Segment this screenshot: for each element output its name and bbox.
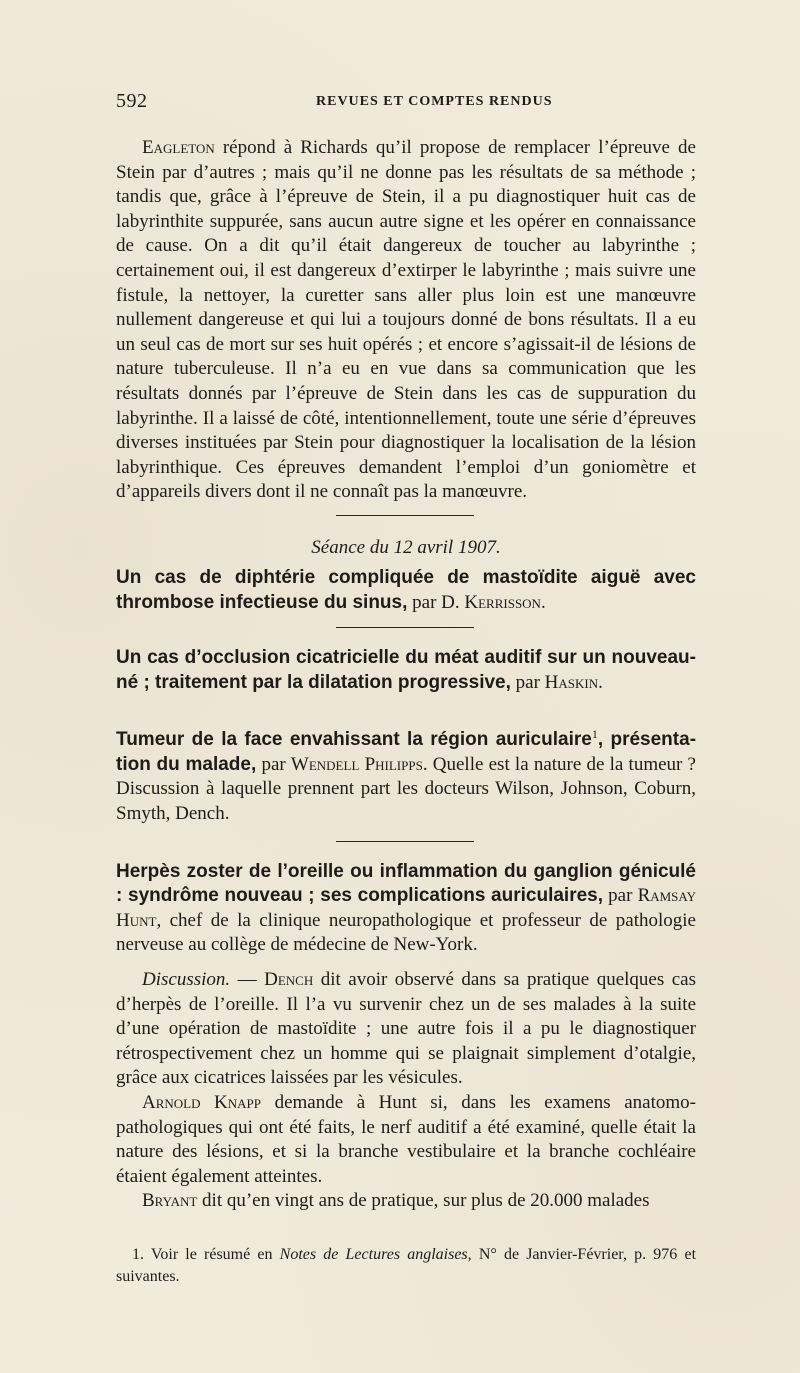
item-author: Haskin. (544, 671, 603, 693)
report-item-diphteria (116, 566, 696, 615)
report-item-herpes (116, 860, 696, 958)
page-body (116, 136, 696, 1288)
paragraph-text: demande à Hunt si, dans les examens anatomo-pathologiques qui ont été faits, le nerf auditif a été examiné, quelle était la nature des lésions, et si la branche vestibulaire et la branche cochléaire étaient également atteintes. (116, 1092, 696, 1187)
item-by: par D. (407, 591, 465, 613)
paragraph-text: répond à Richards qu’il propose de remplacer l’épreuve de Stein par d’autres ; mais qu’il ne donne pas les résultats de sa méthode ; tandis que, grâce à l’épreuve de Stein, il a pu diagnostiquer huit cas de labyrinthite suppurée, sans aucun autre signe et les opérer en connaissance de cause. On a dit qu’il était dangereux de toucher au labyrinthe ; certainement oui, il est dangereux d’extirper le labyrinthe ; mais suivre une fistule, la nettoyer, la curetter sans aller plus loin est une manœuvre nullement dangereuse et qui lui a toujours donné de bons résultats. Il a eu un seul cas de mort sur ses huit opérés ; et encore s’agissait-il de lésions de nature tuberculeuse. Il n’a eu en vue dans sa communication que les résultats donnés par l’épreuve de Stein dans les cas de suppuration du labyrinthe. Il a laissé de côté, intentionnellement, toute une série d’épreuves diverses instituées par Stein pour diagnostiquer la localisation de la lésion labyrinthique. Ces épreuves demandent l’emploi d’un goniomètre et d’appareils divers dont il ne connaît pas la manœuvre. (116, 137, 696, 503)
item-text: Quelle est la nature de la tumeur ? Discussion à laquelle prennent part les docteurs Wilson, Johnson, Coburn, Smyth, Dench. (116, 753, 696, 825)
discussion-label: Discussion. (142, 969, 231, 991)
footnote-title: Notes de Lectures anglaises, (279, 1245, 472, 1263)
page-header (116, 90, 716, 116)
item-title: Un cas d’occlusion cicatricielle du méat auditif sur un nouveau-né ; traitement par la dilatation progressive, (116, 647, 696, 693)
paragraph-discussion (116, 968, 696, 1091)
item-by: par (510, 671, 545, 693)
speaker-name: Dench (264, 969, 314, 991)
paragraph-knapp (116, 1091, 696, 1189)
speaker-name: Bryant (142, 1190, 198, 1212)
item-title: Tumeur de la face envahissant la région auriculaire (116, 729, 592, 751)
section-divider (336, 841, 474, 842)
footnote (116, 1244, 696, 1288)
report-item-tumeur (116, 728, 696, 826)
item-by: par (603, 885, 638, 907)
author-name: Eagleton (142, 137, 215, 158)
running-head: REVUES ET COMPTES RENDUS (316, 94, 553, 109)
item-author: Kerrisson. (464, 591, 546, 613)
page-number: 592 (116, 90, 148, 112)
item-by: par (256, 753, 291, 775)
item-title-continued: , présentation du malade, (116, 729, 697, 775)
item-author: Ramsay Hunt, (116, 885, 696, 931)
discussion-dash: — (230, 969, 265, 991)
session-date-heading: Séance du 12 avril 1907. (311, 536, 501, 558)
speaker-name: Arnold Knapp (142, 1092, 262, 1113)
paragraph-eagleton (116, 136, 696, 505)
section-divider (336, 515, 474, 516)
item-text: chef de la clinique neuropathologique et professeur de pathologie nerveuse au collège de médecine de New-York. (116, 909, 696, 956)
paragraph-text: dit avoir observé dans sa pratique quelques cas d’herpès de l’oreille. Il l’a vu survenir chez un de ses malades à la suite d’une opération de mastoïdite ; une autre fois il a pu le diagnostiquer rétrospectivement chez un homme qui se plaignait simplement d’otalgie, grâce aux cicatrices laissées par les vésicules. (116, 969, 696, 1089)
section-divider (336, 627, 474, 628)
report-item-occlusion (116, 646, 696, 695)
footnote-text-continued: N° de Janvier-Février, p. 976 et suivantes. (116, 1245, 697, 1285)
item-author: Wendell Philipps. (290, 753, 428, 775)
spacer (116, 958, 696, 968)
item-title: Herpès zoster de l’oreille ou inflammation du ganglion géniculé : syndrôme nouveau ; ses complications auriculaires, (116, 860, 696, 907)
footnote-spacer (116, 1214, 696, 1244)
paragraph-bryant (116, 1189, 696, 1214)
footnote-text: Voir le résumé en (144, 1245, 280, 1263)
footnote-reference: 1 (591, 727, 598, 742)
footnote-number: 1. (132, 1245, 144, 1263)
item-title: Un cas de diphtérie compliquée de mastoïdite aiguë avec thrombose infectieuse du sinus, (116, 566, 696, 613)
paragraph-text: dit qu’en vingt ans de pratique, sur plus de 20.000 malades (197, 1190, 650, 1212)
